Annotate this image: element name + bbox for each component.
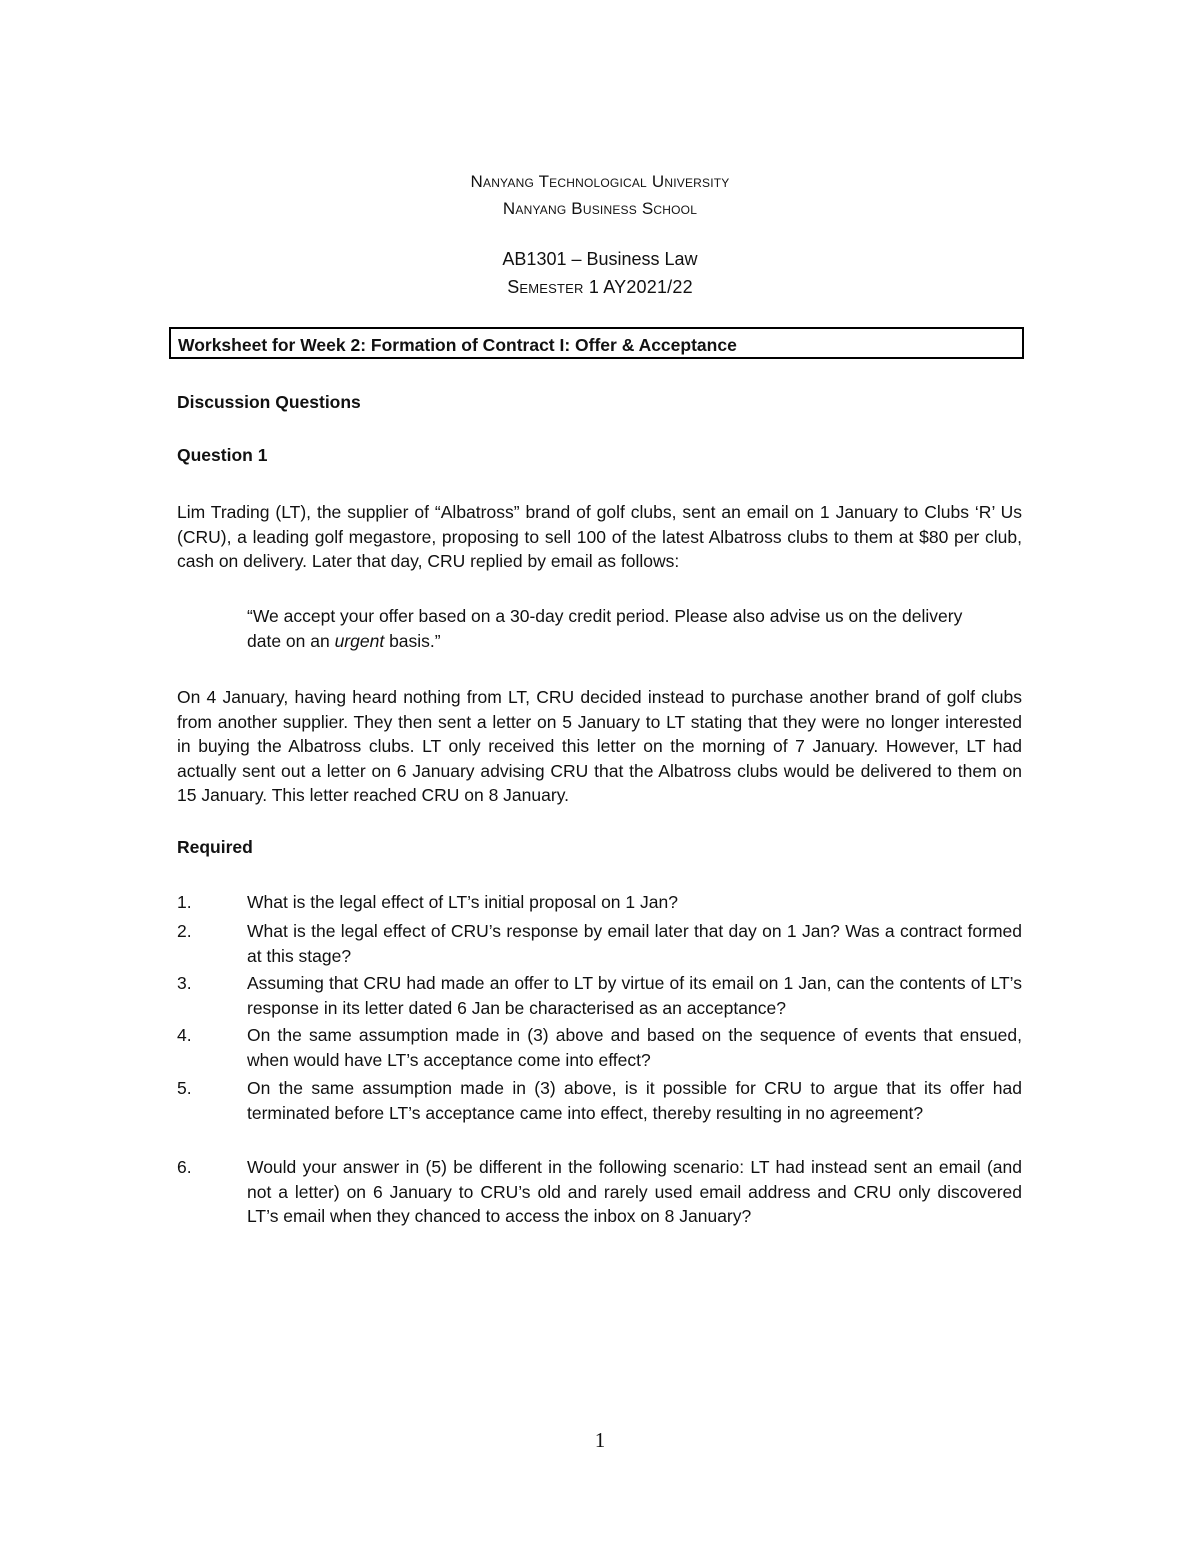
- quote-after: basis.”: [384, 630, 441, 651]
- school-name: Nanyang Business School: [502, 199, 698, 218]
- list-item-text: What is the legal effect of CRU’s response by email later that day on 1 Jan? Was a contract formed at this stage?: [247, 921, 1022, 966]
- list-item-number: 4.: [177, 1025, 192, 1045]
- university-name: Nanyang Technological University: [470, 172, 730, 191]
- question-heading: Question 1: [177, 445, 268, 465]
- worksheet-title: Worksheet for Week 2: Formation of Contract I: Offer & Acceptance: [178, 335, 737, 355]
- quote-before: “We accept your offer based on a 30-day credit period. Please also advise us on the delivery date on an: [247, 606, 963, 651]
- list-item-number: 2.: [177, 921, 192, 941]
- list-item-text: What is the legal effect of LT’s initial proposal on 1 Jan?: [247, 892, 678, 912]
- list-item-number: 3.: [177, 973, 192, 993]
- cru-reply-quote: [247, 604, 987, 653]
- list-item-text: On the same assumption made in (3) above and based on the sequence of events that ensued, when would have LT’s acceptance come into effect?: [247, 1025, 1022, 1070]
- course-title: AB1301 – Business Law: [502, 249, 698, 269]
- quote-emphasis: urgent: [334, 630, 385, 651]
- semester-label: Semester 1 AY2021/22: [507, 277, 693, 297]
- list-item-number: 1.: [177, 892, 192, 912]
- list-item-text: On the same assumption made in (3) above, is it possible for CRU to argue that its offer had terminated before LT’s acceptance came into effect, thereby resulting in no agreement?: [247, 1078, 1022, 1123]
- list-item-text: Would your answer in (5) be different in the following scenario: LT had instead sent an email (and not a letter) on 6 January to CRU’s old and rarely used email address and CRU only discovered LT’s email when they chanced to access the inbox on 8 January?: [247, 1157, 1022, 1226]
- required-heading: Required: [177, 837, 253, 857]
- list-item-number: 5.: [177, 1078, 192, 1098]
- list-item-text: Assuming that CRU had made an offer to LT by virtue of its email on 1 Jan, can the contents of LT’s response in its letter dated 6 Jan be characterised as an acceptance?: [247, 973, 1022, 1018]
- list-item-number: 6.: [177, 1157, 192, 1177]
- discussion-heading: Discussion Questions: [177, 392, 361, 412]
- page-number: 1: [594, 1428, 606, 1452]
- scenario-paragraph-1: Lim Trading (LT), the supplier of “Albatross” brand of golf clubs, sent an email on 1 January to Clubs ‘R’ Us (CRU), a leading golf megastore, proposing to sell 100 of the latest Albatross clubs to them at $80 per club, cash on delivery. Later that day, CRU replied by email as follows:: [177, 502, 1022, 571]
- scenario-paragraph-2: On 4 January, having heard nothing from LT, CRU decided instead to purchase another brand of golf clubs from another supplier. They then sent a letter on 5 January to LT stating that they were no longer interested in buying the Albatross clubs. LT only received this letter on the morning of 7 January. However, LT had actually sent out a letter on 6 January advising CRU that the Albatross clubs would be delivered to them on 15 January. This letter reached CRU on 8 January.: [177, 687, 1022, 805]
- worksheet-title-box: [169, 327, 1024, 359]
